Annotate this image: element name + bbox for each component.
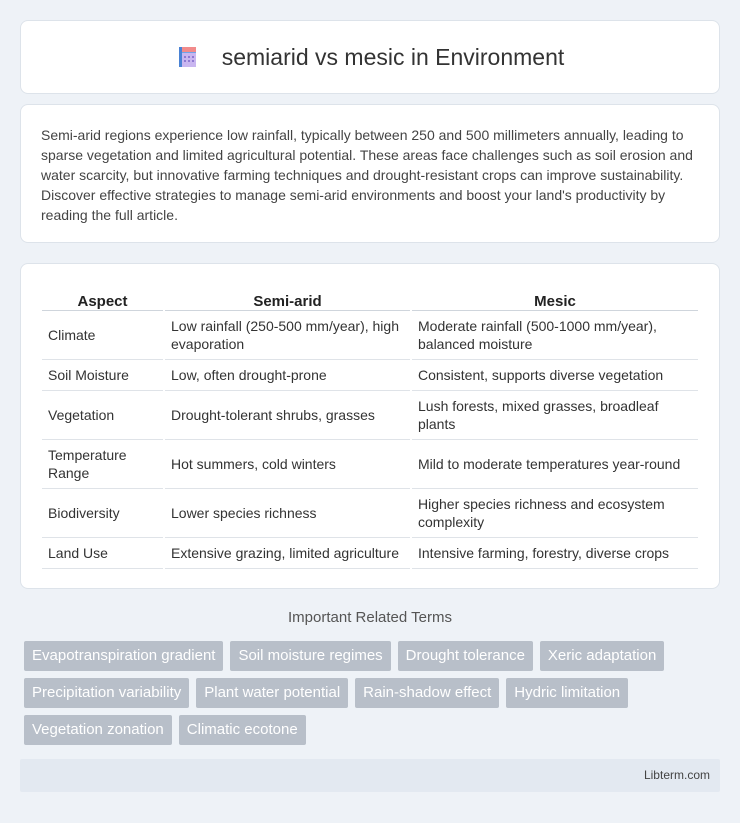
header-card <box>20 20 720 94</box>
table-row <box>42 390 698 439</box>
tag-row <box>24 641 724 671</box>
header-aspect: Aspect <box>42 284 164 310</box>
tag-plant-water-potential[interactable]: Plant water potential <box>196 678 348 708</box>
comparison-table <box>42 284 698 569</box>
cell-aspect: Vegetation <box>42 390 164 439</box>
tag-vegetation-zonation[interactable]: Vegetation zonation <box>24 715 172 745</box>
cell-mesic: Higher species richness and ecosystem complexity <box>411 488 698 537</box>
cell-aspect: Climate <box>42 310 164 359</box>
cell-semiarid: Hot summers, cold winters <box>164 439 411 488</box>
table-row <box>42 537 698 568</box>
cell-mesic: Lush forests, mixed grasses, broadleaf plants <box>411 390 698 439</box>
table-row <box>42 488 698 537</box>
table-row <box>42 310 698 359</box>
tag-row <box>24 678 724 708</box>
related-terms-list <box>24 641 724 752</box>
tag-evapotranspiration-gradient[interactable]: Evapotranspiration gradient <box>24 641 223 671</box>
tag-drought-tolerance[interactable]: Drought tolerance <box>398 641 533 671</box>
cell-aspect: Temperature Range <box>42 439 164 488</box>
page-title: semiarid vs mesic in Environment <box>221 43 565 70</box>
related-terms-title: Important Related Terms <box>288 609 452 626</box>
intro-card <box>20 104 720 243</box>
cell-semiarid: Low rainfall (250-500 mm/year), high evaporation <box>164 310 411 359</box>
intro-text: Semi-arid regions experience low rainfall, typically between 250 and 500 millimeters annually, leading to sparse vegetation and limited agricultural potential. These areas face challenges such as soil erosion and water scarcity, but innovative farming techniques and drought-resistant crops can improve sustainability. Discover effective strategies to manage semi-arid environments and boost your land's productivity by reading the full article. <box>41 127 693 223</box>
tag-precipitation-variability[interactable]: Precipitation variability <box>24 678 189 708</box>
table-row <box>42 359 698 390</box>
tag-rain-shadow-effect[interactable]: Rain-shadow effect <box>355 678 499 708</box>
tag-climatic-ecotone[interactable]: Climatic ecotone <box>179 715 306 745</box>
table-header-row <box>42 284 698 310</box>
cell-aspect: Land Use <box>42 537 164 568</box>
cell-semiarid: Extensive grazing, limited agriculture <box>164 537 411 568</box>
tag-soil-moisture-regimes[interactable]: Soil moisture regimes <box>230 641 390 671</box>
comparison-card <box>20 263 720 589</box>
cell-mesic: Moderate rainfall (500-1000 mm/year), balanced moisture <box>411 310 698 359</box>
header-mesic: Mesic <box>411 284 698 310</box>
cell-semiarid: Low, often drought-prone <box>164 359 411 390</box>
cell-mesic: Intensive farming, forestry, diverse crops <box>411 537 698 568</box>
cell-semiarid: Lower species richness <box>164 488 411 537</box>
cell-aspect: Biodiversity <box>42 488 164 537</box>
footer <box>20 759 720 792</box>
cell-aspect: Soil Moisture <box>42 359 164 390</box>
tag-hydric-limitation[interactable]: Hydric limitation <box>506 678 628 708</box>
tag-row <box>24 715 724 745</box>
header-semiarid: Semi-arid <box>164 284 411 310</box>
tag-xeric-adaptation[interactable]: Xeric adaptation <box>540 641 664 671</box>
book-icon <box>176 45 200 69</box>
table-row <box>42 439 698 488</box>
cell-semiarid: Drought-tolerant shrubs, grasses <box>164 390 411 439</box>
footer-link[interactable]: Libterm.com <box>643 768 710 782</box>
cell-mesic: Mild to moderate temperatures year-round <box>411 439 698 488</box>
cell-mesic: Consistent, supports diverse vegetation <box>411 359 698 390</box>
